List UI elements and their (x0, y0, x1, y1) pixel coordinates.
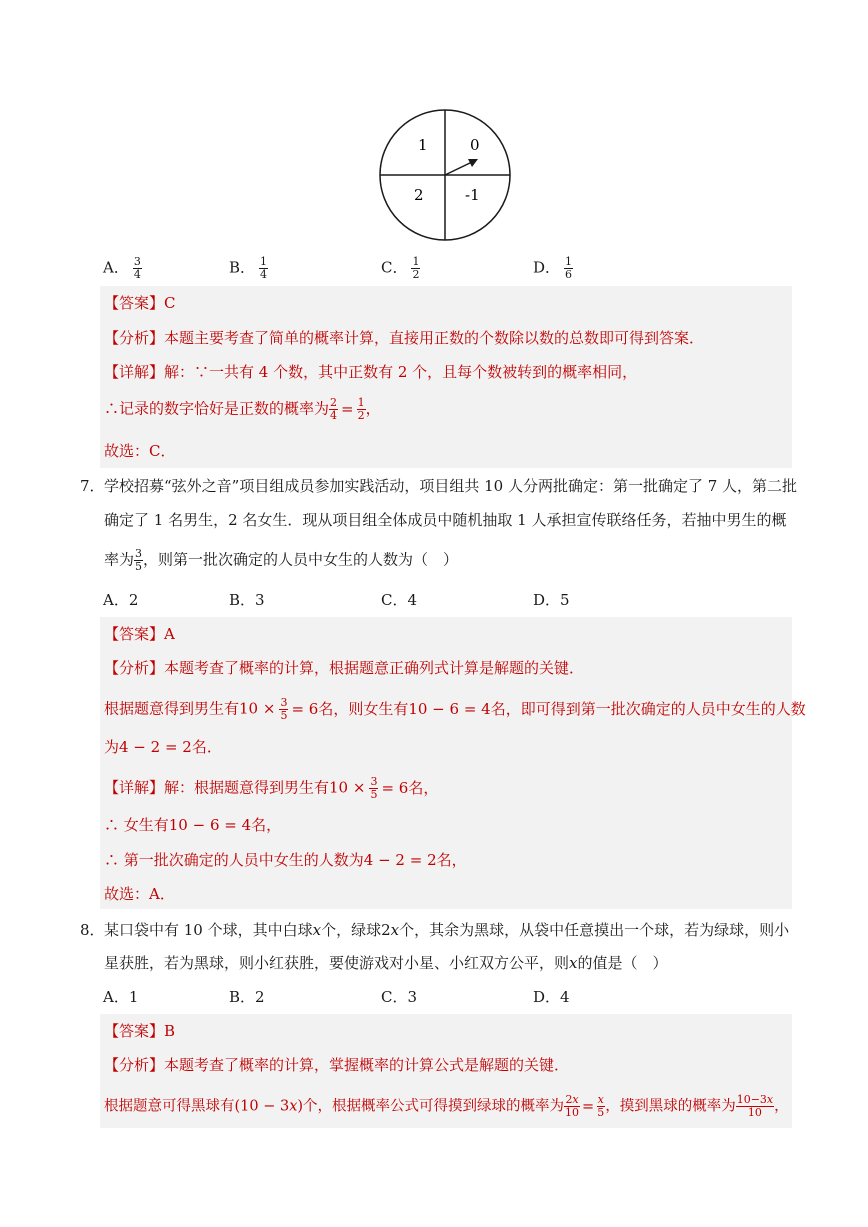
q7-choose: 故选：A． (104, 885, 175, 903)
q8-option-b: B．2 (229, 988, 265, 1006)
q8-analysis-line-1: 根据题意可得黑球有(10 − 3𝑥)个，根据概率公式可得摸到绿球的概率为 $\frac{\text{2𝑥}}{10}$ = $\frac{\text{𝑥}}{5}$ ，摸到黑球的概率为 $\frac{\text{10−3𝑥}}{10}$ ， (104, 1093, 789, 1119)
q7-option-d: D．5 (533, 591, 570, 609)
q7-line-1: 学校招募“弦外之音”项目组成员参加实践活动，项目组共 10 人分两批确定：第一批确定了 7 人，第二批 (104, 477, 798, 495)
q7-detail-1: 【详解】解：根据题意得到男生有10 × $\frac{3}{5}$ = 6名， (104, 775, 439, 801)
q7-analysis: 【分析】本题考查了概率的计算，根据题意正确列式计算是解题的关键． (104, 659, 585, 677)
spinner-label-1: 1 (418, 136, 428, 154)
option-a: A． $\frac{3}{4}$ (103, 255, 141, 281)
q7-answer: 【答案】A (104, 625, 175, 643)
q6-detail: 【详解】解：∵一共有 4 个数，其中正数有 2 个，且每个数被转到的概率相同， (104, 363, 638, 381)
q8-line-2: 星获胜，若为黑球，则小红获胜，要使游戏对小星、小红双方公平，则𝑥的值是（ ） (104, 954, 668, 972)
option-d: D． $\frac{1}{6}$ (533, 255, 573, 281)
q8-answer: 【答案】B (104, 1022, 176, 1040)
q6-choose: 故选：C． (104, 442, 176, 460)
q7-analysis-line-2: 为4 − 2 = 2名． (104, 738, 222, 756)
q7-line-2: 确定了 1 名男生，2 名女生．现从项目组全体成员中随机抽取 1 人承担宣传联络任务，若抽中男生的概 (104, 511, 787, 529)
q8-option-a: A．1 (103, 988, 139, 1006)
q7-detail-2: ∴ 女生有10 − 6 = 4名， (104, 816, 282, 834)
spinner-label-0: 0 (470, 136, 480, 154)
spinner-label-neg1: -1 (465, 186, 480, 204)
q8-analysis: 【分析】本题考查了概率的计算，掌握概率的计算公式是解题的关键． (104, 1056, 570, 1074)
q6-analysis: 【分析】本题主要考查了简单的概率计算，直接用正数的个数除以数的总数即可得到答案． (104, 329, 705, 347)
q6-answer: 【答案】C (104, 294, 176, 312)
q7-option-c: C．4 (381, 591, 418, 609)
q7-option-b: B．3 (229, 591, 265, 609)
option-b: B． $\frac{1}{4}$ (229, 255, 268, 281)
option-c: C． $\frac{1}{2}$ (381, 255, 420, 281)
q7-number: 7． (80, 477, 105, 495)
spinner-diagram (378, 108, 512, 242)
q8-line-1: 某口袋中有 10 个球，其中白球𝑥个，绿球2𝑥个，其余为黑球，从袋中任意摸出一个球，若为绿球，则小 (104, 921, 790, 939)
spinner-label-2: 2 (414, 186, 424, 204)
q7-detail-3: ∴ 第一批次确定的人员中女生的人数为4 − 2 = 2名， (104, 851, 467, 869)
q8-option-c: C．3 (381, 988, 418, 1006)
q7-line-3: 率为 $\frac{3}{5}$ ，则第一批次确定的人员中女生的人数为（ ） (104, 547, 459, 573)
q8-number: 8． (80, 921, 105, 939)
q7-option-a: A．2 (103, 591, 139, 609)
q8-option-d: D．4 (533, 988, 570, 1006)
q7-analysis-line-1: 根据题意得到男生有10 × $\frac{3}{5}$ = 6名，则女生有10 − 6 = 4名，即可得到第一批次确定的人员中女生的人数 (104, 696, 806, 722)
q6-detail-2: ∴记录的数字恰好是正数的概率为 $\frac{2}{4}$ = $\frac{1}{2}$ ， (104, 396, 381, 422)
